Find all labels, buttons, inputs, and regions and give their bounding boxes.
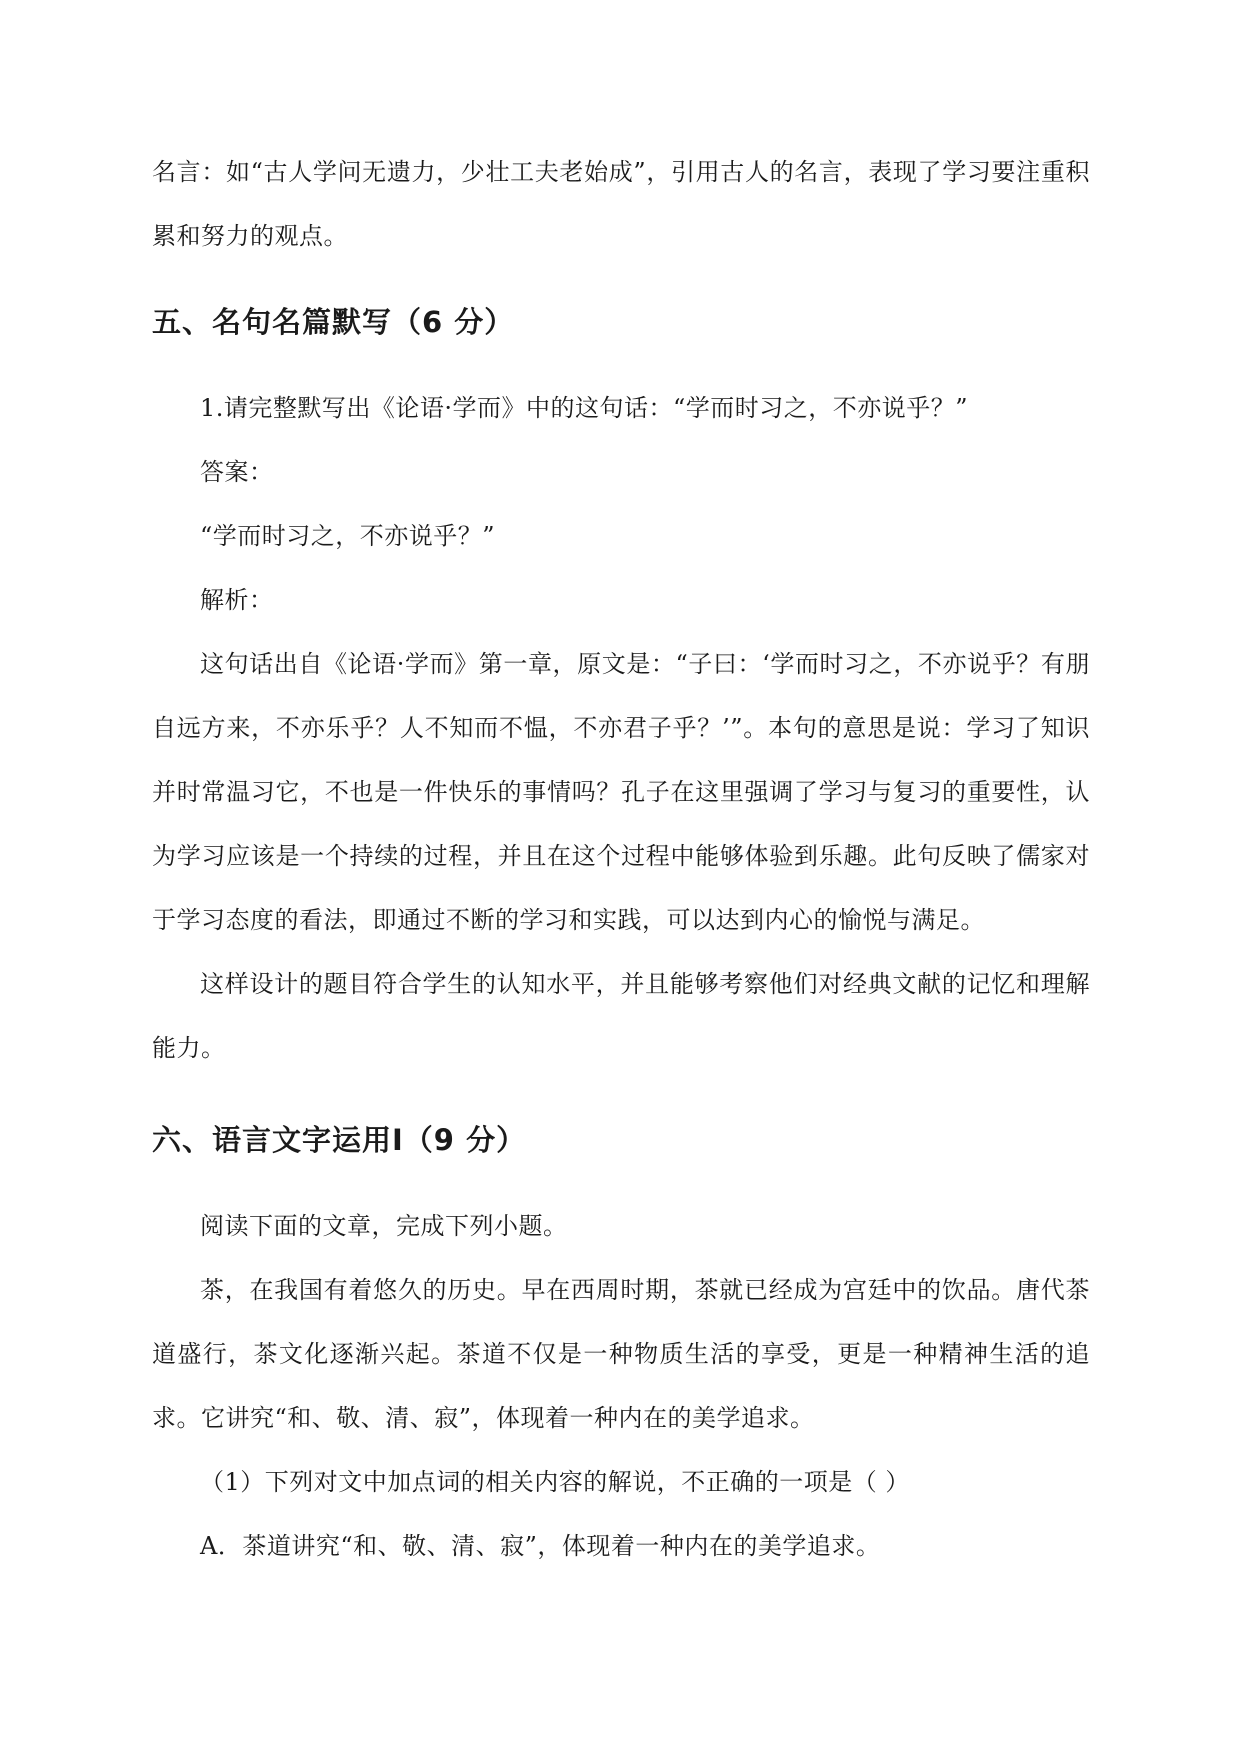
section6-instruction: 阅读下面的文章，完成下列小题。 (200, 1212, 568, 1240)
section6-passage: 茶，在我国有着悠久的历史。早在西周时期，茶就已经成为宫廷中的饮品。唐代茶道盛行，茶文化逐渐兴起。茶道不仅是一种物质生活的享受，更是一种精神生活的追求。它讲究“和、敬、清、寂”，体现着一种内在的美学追求。 (152, 1276, 1090, 1432)
section6-question1: （1）下列对文中加点词的相关内容的解说，不正确的一项是（ ） (200, 1468, 910, 1496)
section6-option-a: A．茶道讲究“和、敬、清、寂”，体现着一种内在的美学追求。 (200, 1532, 881, 1560)
prev-section-paragraph: 名言：如“古人学问无遗力，少壮工夫老始成”，引用古人的名言，表现了学习要注重积累和努力的观点。 (152, 158, 1090, 250)
section5-analysis: 这句话出自《论语·学而》第一章，原文是：“子曰：‘学而时习之，不亦说乎？有朋自远方来，不亦乐乎？人不知而不愠，不亦君子乎？’”。本句的意思是说：学习了知识并时常温习它，不也是一件快乐的事情吗？孔子在这里强调了学习与复习的重要性，认为学习应该是一个持续的过程，并且在这个过程中能够体验到乐趣。此句反映了儒家对于学习态度的看法，即通过不断的学习和实践，可以达到内心的愉悦与满足。 (152, 650, 1090, 934)
document-body (152, 140, 1090, 1578)
section5-answer: “学而时习之，不亦说乎？” (200, 522, 496, 550)
section5-question: 1.请完整默写出《论语·学而》中的这句话：“学而时习之，不亦说乎？” (200, 394, 969, 422)
section5-answer-label: 答案： (200, 458, 274, 486)
section5-note: 这样设计的题目符合学生的认知水平，并且能够考察他们对经典文献的记忆和理解能力。 (152, 970, 1090, 1062)
section5-heading: 五、名句名篇默写（6 分） (152, 305, 515, 339)
section6-heading: 六、语言文字运用Ⅰ（9 分） (152, 1123, 527, 1157)
section5-analysis-label: 解析： (200, 586, 274, 614)
